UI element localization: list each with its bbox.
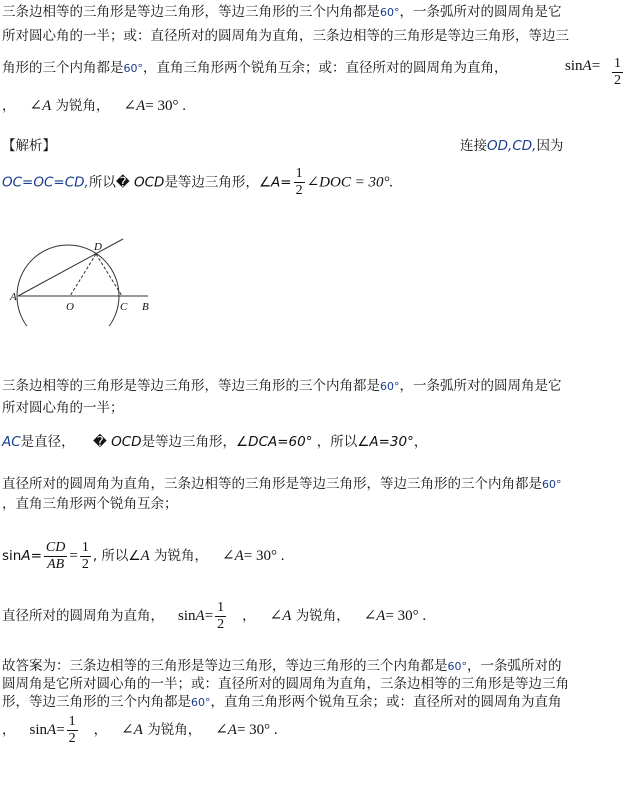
- dca-value: DCA=60: [248, 434, 306, 450]
- angle-result: = 30° .: [236, 722, 278, 738]
- angle-symbol: ∠: [269, 608, 283, 624]
- denominator: AB: [47, 556, 65, 572]
- line-cd: [96, 254, 122, 296]
- var-a: A: [195, 608, 205, 624]
- analysis-title: [2, 136, 56, 156]
- numerator: 1: [614, 56, 621, 71]
- var-a: A: [21, 548, 31, 564]
- p1-line-2: [2, 398, 124, 418]
- text: 角形的三个内角都是: [2, 60, 124, 76]
- text: 直径所对的圆周角为直角，三条边相等的三角形是等边三角形，等边三角形的三个内角都是: [2, 476, 542, 492]
- numerator: CD: [45, 539, 66, 555]
- intro-line-2: [2, 26, 569, 46]
- p3-line-1: [2, 474, 562, 495]
- angle-symbol: ∠: [123, 98, 137, 114]
- angle-symbol: ∠: [215, 722, 228, 738]
- text: 是等边三角形，∠: [141, 434, 249, 450]
- var-a: A: [136, 98, 146, 114]
- degree-value: 60°: [191, 696, 211, 709]
- text: ，: [413, 434, 428, 450]
- comma: ，: [93, 722, 108, 738]
- segments: OD,CD,: [487, 138, 537, 154]
- var-a: A: [376, 608, 386, 624]
- angle-symbol: ∠: [121, 722, 134, 738]
- triangle-name: OCD: [133, 174, 165, 191]
- var-a: A: [282, 608, 292, 624]
- label-c: C: [120, 301, 128, 313]
- label-a: A: [10, 291, 17, 303]
- angle-result: = 30° .: [243, 548, 285, 564]
- comma: ，: [2, 722, 16, 738]
- text: ° ，所以∠: [305, 434, 370, 450]
- fraction-cd-ab: [44, 540, 67, 573]
- degree-value: 60°: [380, 6, 400, 19]
- text: 为锐角，: [55, 98, 110, 114]
- text: 所以�: [88, 174, 130, 191]
- equals: =: [69, 548, 78, 564]
- analysis-heading: 【解析】: [2, 138, 56, 154]
- text: 所对圆心角的一半；或：直径所对的圆周角为直角，三条边相等的三角形是等边三角形，等边三: [2, 28, 569, 44]
- text: 所对圆心角的一半；: [2, 400, 124, 416]
- numerator: 1: [68, 713, 76, 729]
- label-d: D: [94, 241, 102, 253]
- text: , 所以∠: [92, 548, 141, 564]
- fraction-half: [294, 166, 305, 199]
- text: 圆周角是它所对圆心角的一半；或：直径所对的圆周角为直角，三条边相等的三角形是等边三角: [2, 676, 569, 692]
- equals: =: [204, 608, 214, 624]
- text: 为锐角，: [147, 722, 202, 738]
- doc-angle: ∠DOC = 30°.: [306, 174, 394, 191]
- circle: [17, 245, 119, 326]
- comma: ，: [242, 608, 256, 624]
- text: ，一条弧所对的圆周角是它: [399, 378, 562, 394]
- equals: =: [30, 548, 42, 564]
- angle-symbol: ∠: [363, 608, 377, 624]
- text: 为锐角，: [295, 608, 350, 624]
- sin-label: sin: [565, 58, 583, 74]
- text: 三条边相等的三角形是等边三角形，等边三角形的三个内角都是: [2, 378, 380, 394]
- intro-sin-formula: [565, 56, 600, 76]
- var-a: A: [47, 722, 57, 738]
- numerator: 1: [81, 539, 89, 555]
- var-a: A: [133, 722, 143, 738]
- text: ，直角三角形两个锐角互余；: [2, 496, 178, 512]
- text: 是直径，: [20, 434, 75, 450]
- label-b: B: [142, 301, 149, 313]
- text: 形，等边三角形的三个内角都是: [2, 694, 191, 710]
- p2-line: [2, 432, 427, 452]
- fraction-half: [67, 714, 78, 747]
- sin-label: sin: [2, 548, 22, 564]
- p1-line-1: [2, 376, 562, 397]
- denominator: 2: [68, 730, 76, 746]
- fraction-half: [215, 600, 226, 633]
- triangle-name: OCD: [111, 434, 142, 450]
- analysis-line-2: [2, 166, 393, 199]
- intro-line-4: [2, 96, 186, 116]
- angle-result: = 30° .: [385, 608, 427, 624]
- answer-line-3: [2, 692, 562, 713]
- text: 故答案为：三条边相等的三角形是等边三角形，等边三角形的三个内角都是: [2, 658, 448, 674]
- text: 连接: [460, 138, 487, 154]
- denominator: 2: [295, 183, 303, 198]
- comma: ，: [2, 98, 16, 114]
- equals: =: [591, 58, 601, 74]
- p5-line: [2, 598, 426, 634]
- diameter-name: AC: [2, 434, 21, 450]
- p3-line-2: [2, 494, 178, 514]
- triangle-symbol: �: [92, 434, 107, 450]
- var-a: A: [234, 548, 244, 564]
- fraction-half: [80, 540, 91, 573]
- text: 三条边相等的三角形是等边三角形，等边三角形的三个内角都是: [2, 4, 380, 20]
- degree-value: 60°: [380, 380, 400, 393]
- text: ，直角三角形两个锐角互余；或：直径所对的圆周角为直角，: [143, 60, 508, 76]
- degree-value: 60°: [123, 62, 143, 75]
- line-ad: [18, 239, 123, 296]
- label-o: O: [66, 301, 74, 313]
- fraction-half: [612, 56, 623, 89]
- denominator: 2: [614, 73, 621, 88]
- angle-symbol: ∠: [29, 98, 43, 114]
- sin-label: sin: [178, 608, 196, 624]
- angle-a: ∠A=: [258, 174, 292, 191]
- equals: =: [56, 722, 65, 738]
- text: 直径所对的圆周角为直角，: [2, 608, 164, 624]
- sin-label: sin: [29, 722, 48, 738]
- intro-line-3: [2, 58, 508, 79]
- a-value: A=30°: [369, 434, 414, 450]
- text: ，一条弧所对的圆周角是它: [399, 4, 562, 20]
- denominator: 2: [81, 556, 89, 572]
- p4-line: sinA= $\frac{CD}{AB}$ = $\frac{1}{2}$ , 所以∠A 为锐角， ∠A= 30° .: [2, 539, 285, 572]
- intro-line-1: [2, 2, 562, 23]
- numerator: 1: [217, 599, 225, 615]
- var-a: A: [227, 722, 237, 738]
- analysis-connect: [460, 136, 563, 156]
- text: ，一条弧所对的: [467, 658, 562, 674]
- var-a: A: [42, 98, 52, 114]
- text: 为锐角，: [153, 548, 208, 564]
- text: 是等边三角形，: [164, 174, 259, 191]
- angle-result: = 30° .: [145, 98, 187, 114]
- denominator: 2: [217, 616, 225, 632]
- numerator: 1: [295, 166, 303, 181]
- degree-value: 60°: [447, 660, 467, 673]
- equality: OC=OC=CD,: [2, 174, 89, 191]
- var-a: A: [140, 548, 150, 564]
- var-a: A: [582, 58, 592, 74]
- answer-line-4: [2, 712, 278, 748]
- degree-value: 60°: [542, 478, 562, 491]
- text: 因为: [536, 138, 564, 154]
- text: ，直角三角形两个锐角互余；或：直径所对的圆周角为直角: [210, 694, 562, 710]
- circle-figure: [8, 236, 168, 326]
- answer-line-2: [2, 674, 569, 694]
